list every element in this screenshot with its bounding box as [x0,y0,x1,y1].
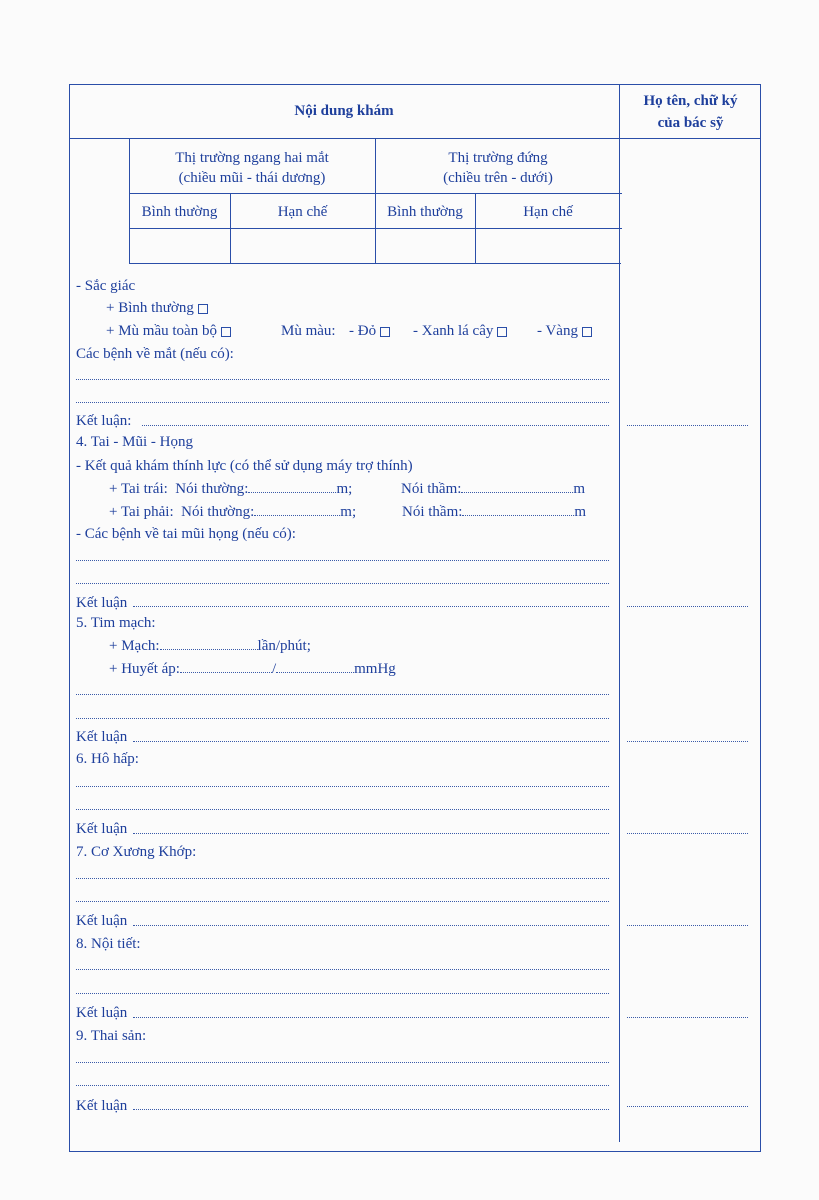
color-blind-label: Mù màu: [281,323,336,339]
pulse-row: + Mạch: lần/phút; [109,638,311,654]
color-yellow-option[interactable]: - Vàng [537,322,592,340]
left-ear-row: + Tai trái: Nói thường: m; [109,481,353,497]
respiratory-conclusion-label: Kết luận [76,821,128,837]
obstetric-conclusion-line[interactable] [133,1109,609,1110]
endocrine-title: 8. Nội tiết: [76,936,141,952]
respiratory-signature-line[interactable] [627,833,748,834]
musculo-conclusion-label: Kết luận [76,913,128,929]
checkbox-icon[interactable] [497,327,507,337]
color-total-blind-option[interactable]: + Mù mầu toàn bộ [106,322,231,340]
left-whisper-row: Nói thầm: m [401,481,586,497]
horizontal-limited-header: Hạn chế [277,204,328,220]
ent-conclusion-line[interactable] [133,606,609,607]
answer-line[interactable] [76,560,609,561]
answer-line[interactable] [76,1085,609,1086]
answer-line[interactable] [76,993,609,994]
answer-line[interactable] [76,878,609,879]
eye-conclusion-label: Kết luận: [76,413,132,429]
ent-signature-line[interactable] [627,606,748,607]
respiratory-title: 6. Hô hấp: [76,751,139,767]
ent-conclusion-label: Kết luận [76,595,128,611]
doctor-header-line1: Họ tên, chữ ký [643,93,738,109]
horizontal-normal-header: Bình thường [141,204,218,220]
hearing-label: - Kết quả khám thính lực (có thể sử dụng máy trợ thính) [76,458,413,474]
musculo-signature-line[interactable] [627,925,748,926]
answer-line[interactable] [76,583,609,584]
color-green-option[interactable]: - Xanh lá cây [413,322,507,340]
content-column-header: Nội dung khám [294,103,394,119]
right-whisper-row: Nói thầm: m [402,504,587,520]
answer-line[interactable] [76,969,609,970]
ent-title: 4. Tai - Mũi - Họng [76,434,193,450]
cardio-conclusion-line[interactable] [133,741,609,742]
checkbox-icon[interactable] [198,304,208,314]
blood-pressure-row: + Huyết áp: / mmHg [109,661,396,677]
vertical-normal-header: Bình thường [387,204,463,220]
horizontal-field-title: Thị trường ngang hai mắt [175,150,329,166]
pulse-field[interactable] [160,637,258,650]
checkbox-icon[interactable] [582,327,592,337]
eye-conclusion-line[interactable] [142,425,609,426]
cardio-conclusion-label: Kết luận [76,729,128,745]
musculo-conclusion-line[interactable] [133,925,609,926]
systolic-field[interactable] [180,660,272,673]
obstetric-conclusion-label: Kết luận [76,1098,128,1114]
left-whisper-field[interactable] [461,480,573,493]
obstetric-signature-line[interactable] [627,1106,748,1107]
answer-line[interactable] [76,786,609,787]
answer-line[interactable] [76,809,609,810]
musculo-title: 7. Cơ Xương Khớp: [76,844,197,860]
left-normal-field[interactable] [248,480,336,493]
answer-line[interactable] [76,402,609,403]
eye-signature-line[interactable] [627,425,748,426]
color-red-option[interactable]: - Đỏ [349,322,390,340]
vertical-field-subtitle: (chiều trên - dưới) [443,170,553,186]
checkbox-icon[interactable] [221,327,231,337]
endocrine-conclusion-line[interactable] [133,1017,609,1018]
eye-diseases-label: Các bệnh về mắt (nếu có): [76,346,234,362]
checkbox-icon[interactable] [380,327,390,337]
answer-line[interactable] [76,379,609,380]
vertical-field-title: Thị trường đứng [448,150,548,166]
respiratory-conclusion-line[interactable] [133,833,609,834]
endocrine-conclusion-label: Kết luận [76,1005,128,1021]
endocrine-signature-line[interactable] [627,1017,748,1018]
doctor-header-line2: của bác sỹ [657,115,724,131]
answer-line[interactable] [76,694,609,695]
vertical-limited-header: Hạn chế [523,204,573,220]
right-normal-field[interactable] [254,503,340,516]
obstetric-title: 9. Thai sản: [76,1028,147,1044]
ent-diseases-label: - Các bệnh về tai mũi họng (nếu có): [76,526,296,542]
diastolic-field[interactable] [276,660,354,673]
cardio-title: 5. Tim mạch: [76,615,156,631]
color-vision-title: - Sắc giác [76,278,136,294]
answer-line[interactable] [76,718,609,719]
horizontal-field-subtitle: (chiều mũi - thái dương) [178,170,326,186]
answer-line[interactable] [76,901,609,902]
answer-line[interactable] [76,1062,609,1063]
cardio-signature-line[interactable] [627,741,748,742]
right-whisper-field[interactable] [462,503,574,516]
color-normal-option[interactable]: + Bình thường [106,299,208,317]
right-ear-row: + Tai phải: Nói thường: m; [109,504,357,520]
